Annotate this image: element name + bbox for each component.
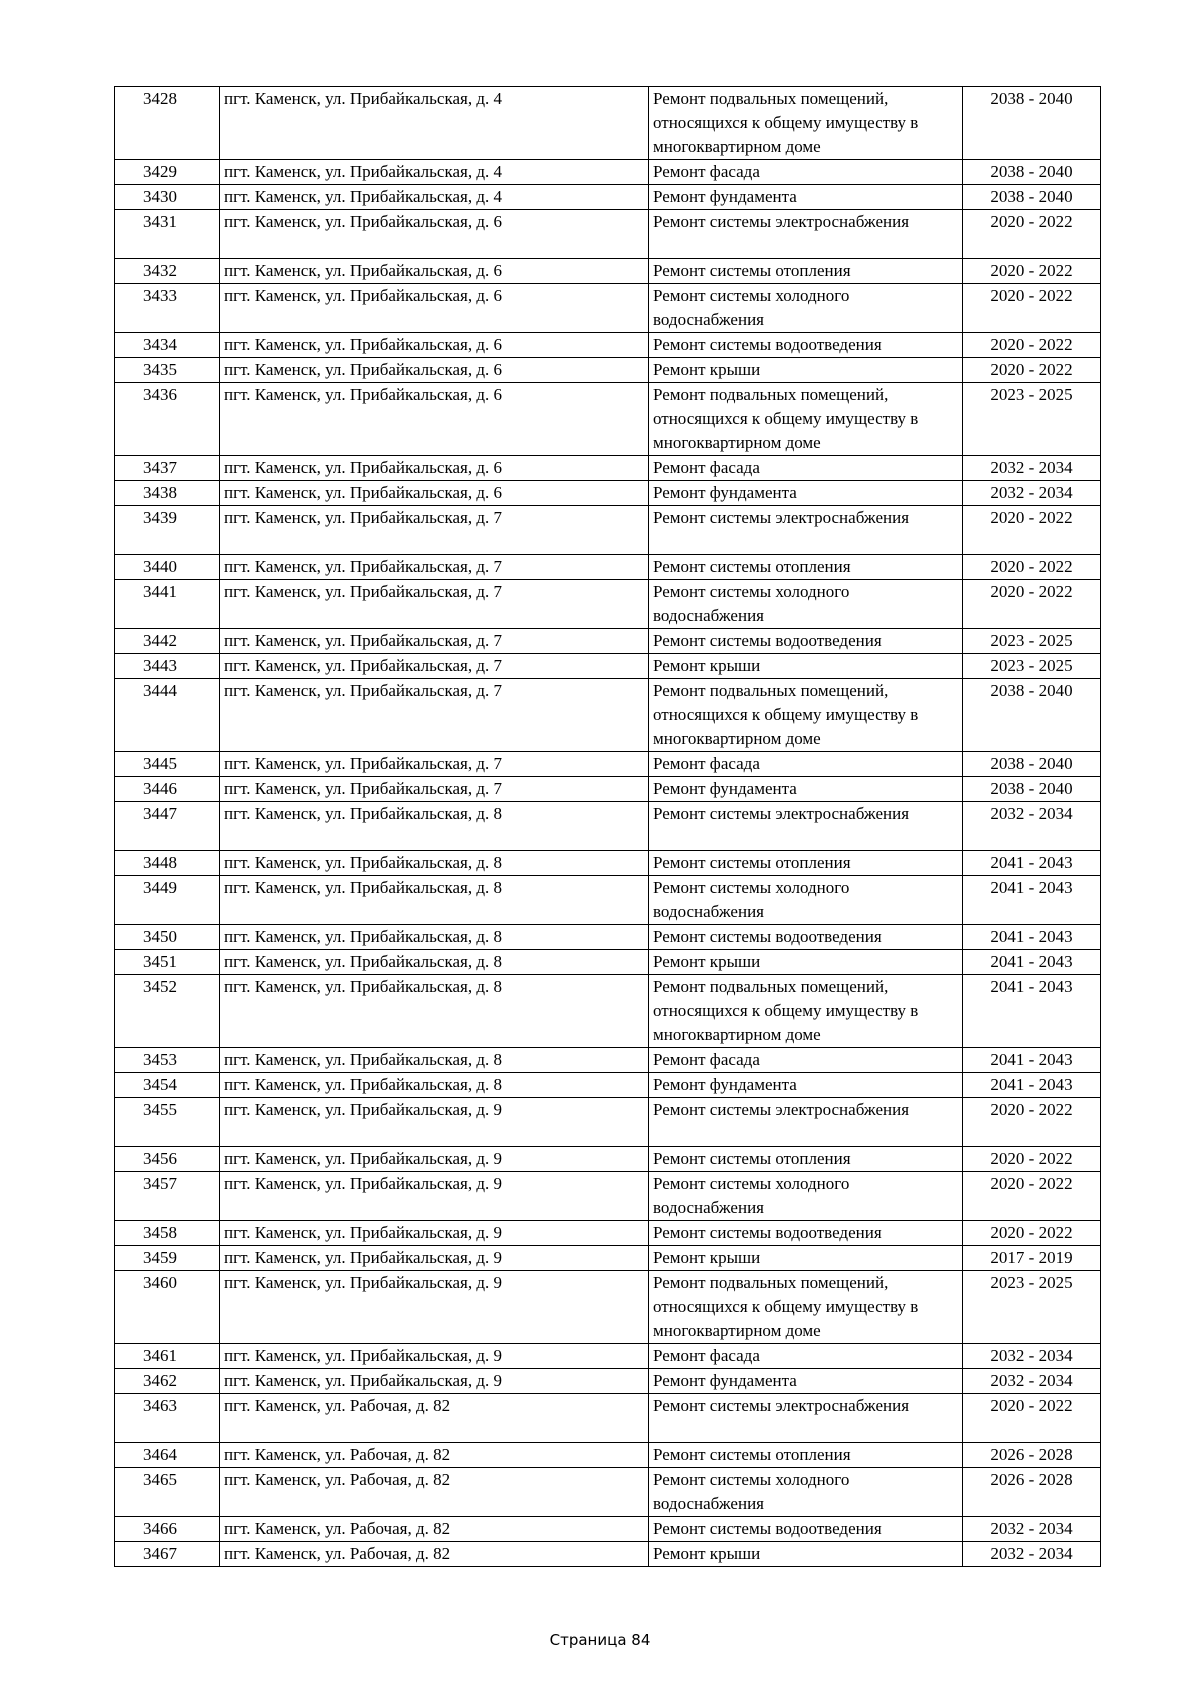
period-cell: 2041 - 2043 <box>963 1048 1101 1073</box>
work-type-cell: Ремонт крыши <box>649 1246 963 1271</box>
work-type-cell: Ремонт системы отопления <box>649 1443 963 1468</box>
table-row <box>115 851 1101 876</box>
address-cell: пгт. Каменск, ул. Прибайкальская, д. 7 <box>220 777 649 802</box>
address-cell: пгт. Каменск, ул. Прибайкальская, д. 9 <box>220 1369 649 1394</box>
table-row <box>115 87 1101 160</box>
table-row <box>115 1394 1101 1443</box>
row-number-cell: 3452 <box>115 975 220 1048</box>
address-cell: пгт. Каменск, ул. Рабочая, д. 82 <box>220 1517 649 1542</box>
work-type-cell: Ремонт фундамента <box>649 185 963 210</box>
period-cell: 2020 - 2022 <box>963 284 1101 333</box>
work-type-cell: Ремонт фасада <box>649 160 963 185</box>
period-cell: 2032 - 2034 <box>963 1517 1101 1542</box>
period-cell: 2026 - 2028 <box>963 1468 1101 1517</box>
address-cell: пгт. Каменск, ул. Прибайкальская, д. 6 <box>220 383 649 456</box>
table-row <box>115 1221 1101 1246</box>
row-number-cell: 3429 <box>115 160 220 185</box>
table-row <box>115 925 1101 950</box>
row-number-cell: 3458 <box>115 1221 220 1246</box>
row-number-cell: 3438 <box>115 481 220 506</box>
address-cell: пгт. Каменск, ул. Прибайкальская, д. 6 <box>220 333 649 358</box>
period-cell: 2032 - 2034 <box>963 1542 1101 1567</box>
table-row <box>115 383 1101 456</box>
work-type-cell: Ремонт крыши <box>649 358 963 383</box>
period-cell: 2032 - 2034 <box>963 481 1101 506</box>
row-number-cell: 3464 <box>115 1443 220 1468</box>
row-number-cell: 3455 <box>115 1098 220 1147</box>
table-row <box>115 506 1101 555</box>
period-cell: 2023 - 2025 <box>963 1271 1101 1344</box>
table-row <box>115 876 1101 925</box>
work-type-cell: Ремонт крыши <box>649 1542 963 1567</box>
period-cell: 2026 - 2028 <box>963 1443 1101 1468</box>
table-row <box>115 456 1101 481</box>
table-row <box>115 1344 1101 1369</box>
period-cell: 2023 - 2025 <box>963 629 1101 654</box>
table-row <box>115 1517 1101 1542</box>
row-number-cell: 3457 <box>115 1172 220 1221</box>
table-row <box>115 1369 1101 1394</box>
period-cell: 2023 - 2025 <box>963 654 1101 679</box>
period-cell: 2038 - 2040 <box>963 160 1101 185</box>
work-type-cell: Ремонт фундамента <box>649 1073 963 1098</box>
work-type-cell: Ремонт фундамента <box>649 481 963 506</box>
work-type-cell: Ремонт подвальных помещений, относящихся к общему имуществу в многоквартирном доме <box>649 383 963 456</box>
address-cell: пгт. Каменск, ул. Рабочая, д. 82 <box>220 1394 649 1443</box>
period-cell: 2038 - 2040 <box>963 185 1101 210</box>
table-row <box>115 1542 1101 1567</box>
table-row <box>115 259 1101 284</box>
period-cell: 2038 - 2040 <box>963 777 1101 802</box>
row-number-cell: 3446 <box>115 777 220 802</box>
row-number-cell: 3448 <box>115 851 220 876</box>
address-cell: пгт. Каменск, ул. Прибайкальская, д. 6 <box>220 456 649 481</box>
address-cell: пгт. Каменск, ул. Прибайкальская, д. 8 <box>220 925 649 950</box>
period-cell: 2041 - 2043 <box>963 975 1101 1048</box>
address-cell: пгт. Каменск, ул. Прибайкальская, д. 4 <box>220 87 649 160</box>
table-row <box>115 752 1101 777</box>
address-cell: пгт. Каменск, ул. Прибайкальская, д. 6 <box>220 259 649 284</box>
work-type-cell: Ремонт подвальных помещений, относящихся к общему имуществу в многоквартирном доме <box>649 1271 963 1344</box>
table-row <box>115 210 1101 259</box>
table-row <box>115 802 1101 851</box>
row-number-cell: 3439 <box>115 506 220 555</box>
period-cell: 2017 - 2019 <box>963 1246 1101 1271</box>
period-cell: 2020 - 2022 <box>963 333 1101 358</box>
row-number-cell: 3463 <box>115 1394 220 1443</box>
period-cell: 2023 - 2025 <box>963 383 1101 456</box>
address-cell: пгт. Каменск, ул. Прибайкальская, д. 8 <box>220 975 649 1048</box>
row-number-cell: 3432 <box>115 259 220 284</box>
work-type-cell: Ремонт системы электроснабжения <box>649 210 963 259</box>
work-type-cell: Ремонт системы отопления <box>649 851 963 876</box>
address-cell: пгт. Каменск, ул. Прибайкальская, д. 6 <box>220 358 649 383</box>
period-cell: 2038 - 2040 <box>963 679 1101 752</box>
table-row <box>115 1147 1101 1172</box>
table-row <box>115 950 1101 975</box>
table-row <box>115 1048 1101 1073</box>
row-number-cell: 3449 <box>115 876 220 925</box>
work-type-cell: Ремонт фасада <box>649 1048 963 1073</box>
work-type-cell: Ремонт системы холодного водоснабжения <box>649 284 963 333</box>
table-row <box>115 1468 1101 1517</box>
work-type-cell: Ремонт крыши <box>649 950 963 975</box>
address-cell: пгт. Каменск, ул. Прибайкальская, д. 9 <box>220 1221 649 1246</box>
address-cell: пгт. Каменск, ул. Рабочая, д. 82 <box>220 1542 649 1567</box>
table-row <box>115 975 1101 1048</box>
work-type-cell: Ремонт системы электроснабжения <box>649 1098 963 1147</box>
row-number-cell: 3456 <box>115 1147 220 1172</box>
work-type-cell: Ремонт системы водоотведения <box>649 333 963 358</box>
row-number-cell: 3445 <box>115 752 220 777</box>
work-type-cell: Ремонт системы электроснабжения <box>649 802 963 851</box>
work-type-cell: Ремонт фундамента <box>649 1369 963 1394</box>
table-row <box>115 481 1101 506</box>
row-number-cell: 3454 <box>115 1073 220 1098</box>
address-cell: пгт. Каменск, ул. Прибайкальская, д. 6 <box>220 210 649 259</box>
table-row <box>115 333 1101 358</box>
row-number-cell: 3435 <box>115 358 220 383</box>
work-type-cell: Ремонт системы холодного водоснабжения <box>649 1468 963 1517</box>
work-type-cell: Ремонт системы холодного водоснабжения <box>649 876 963 925</box>
row-number-cell: 3437 <box>115 456 220 481</box>
address-cell: пгт. Каменск, ул. Прибайкальская, д. 9 <box>220 1271 649 1344</box>
work-type-cell: Ремонт системы холодного водоснабжения <box>649 580 963 629</box>
work-type-cell: Ремонт системы электроснабжения <box>649 1394 963 1443</box>
work-type-cell: Ремонт фасада <box>649 456 963 481</box>
period-cell: 2020 - 2022 <box>963 580 1101 629</box>
table-row <box>115 1246 1101 1271</box>
period-cell: 2020 - 2022 <box>963 555 1101 580</box>
period-cell: 2041 - 2043 <box>963 950 1101 975</box>
table-row <box>115 284 1101 333</box>
address-cell: пгт. Каменск, ул. Прибайкальская, д. 8 <box>220 950 649 975</box>
table-row <box>115 555 1101 580</box>
work-type-cell: Ремонт крыши <box>649 654 963 679</box>
work-type-cell: Ремонт системы водоотведения <box>649 925 963 950</box>
row-number-cell: 3460 <box>115 1271 220 1344</box>
table-body <box>115 87 1101 1567</box>
row-number-cell: 3459 <box>115 1246 220 1271</box>
address-cell: пгт. Каменск, ул. Прибайкальская, д. 8 <box>220 1048 649 1073</box>
table-row <box>115 1073 1101 1098</box>
row-number-cell: 3430 <box>115 185 220 210</box>
period-cell: 2020 - 2022 <box>963 506 1101 555</box>
period-cell: 2032 - 2034 <box>963 1344 1101 1369</box>
table-row <box>115 654 1101 679</box>
row-number-cell: 3441 <box>115 580 220 629</box>
period-cell: 2032 - 2034 <box>963 802 1101 851</box>
row-number-cell: 3465 <box>115 1468 220 1517</box>
address-cell: пгт. Каменск, ул. Прибайкальская, д. 4 <box>220 160 649 185</box>
table-row <box>115 1271 1101 1344</box>
address-cell: пгт. Каменск, ул. Прибайкальская, д. 7 <box>220 629 649 654</box>
table-row <box>115 1443 1101 1468</box>
work-type-cell: Ремонт подвальных помещений, относящихся к общему имуществу в многоквартирном доме <box>649 975 963 1048</box>
address-cell: пгт. Каменск, ул. Прибайкальская, д. 6 <box>220 284 649 333</box>
period-cell: 2041 - 2043 <box>963 876 1101 925</box>
row-number-cell: 3434 <box>115 333 220 358</box>
work-type-cell: Ремонт системы холодного водоснабжения <box>649 1172 963 1221</box>
table-row <box>115 679 1101 752</box>
address-cell: пгт. Каменск, ул. Прибайкальская, д. 9 <box>220 1246 649 1271</box>
work-type-cell: Ремонт системы отопления <box>649 259 963 284</box>
work-type-cell: Ремонт фасада <box>649 752 963 777</box>
row-number-cell: 3440 <box>115 555 220 580</box>
repair-schedule-table <box>114 86 1101 1567</box>
period-cell: 2038 - 2040 <box>963 87 1101 160</box>
row-number-cell: 3462 <box>115 1369 220 1394</box>
row-number-cell: 3466 <box>115 1517 220 1542</box>
work-type-cell: Ремонт подвальных помещений, относящихся к общему имуществу в многоквартирном доме <box>649 87 963 160</box>
table-row <box>115 777 1101 802</box>
table-row <box>115 1172 1101 1221</box>
work-type-cell: Ремонт системы электроснабжения <box>649 506 963 555</box>
row-number-cell: 3461 <box>115 1344 220 1369</box>
address-cell: пгт. Каменск, ул. Прибайкальская, д. 4 <box>220 185 649 210</box>
address-cell: пгт. Каменск, ул. Прибайкальская, д. 7 <box>220 580 649 629</box>
row-number-cell: 3450 <box>115 925 220 950</box>
period-cell: 2041 - 2043 <box>963 851 1101 876</box>
work-type-cell: Ремонт системы отопления <box>649 1147 963 1172</box>
table-row <box>115 629 1101 654</box>
period-cell: 2020 - 2022 <box>963 1172 1101 1221</box>
address-cell: пгт. Каменск, ул. Прибайкальская, д. 7 <box>220 506 649 555</box>
address-cell: пгт. Каменск, ул. Прибайкальская, д. 7 <box>220 752 649 777</box>
row-number-cell: 3453 <box>115 1048 220 1073</box>
address-cell: пгт. Каменск, ул. Прибайкальская, д. 7 <box>220 555 649 580</box>
table-row <box>115 185 1101 210</box>
address-cell: пгт. Каменск, ул. Прибайкальская, д. 8 <box>220 851 649 876</box>
table-row <box>115 358 1101 383</box>
address-cell: пгт. Каменск, ул. Прибайкальская, д. 8 <box>220 802 649 851</box>
period-cell: 2020 - 2022 <box>963 358 1101 383</box>
period-cell: 2041 - 2043 <box>963 1073 1101 1098</box>
address-cell: пгт. Каменск, ул. Прибайкальская, д. 9 <box>220 1344 649 1369</box>
address-cell: пгт. Каменск, ул. Прибайкальская, д. 8 <box>220 1073 649 1098</box>
row-number-cell: 3451 <box>115 950 220 975</box>
period-cell: 2020 - 2022 <box>963 259 1101 284</box>
work-type-cell: Ремонт фундамента <box>649 777 963 802</box>
address-cell: пгт. Каменск, ул. Прибайкальская, д. 9 <box>220 1172 649 1221</box>
row-number-cell: 3431 <box>115 210 220 259</box>
period-cell: 2032 - 2034 <box>963 1369 1101 1394</box>
address-cell: пгт. Каменск, ул. Прибайкальская, д. 9 <box>220 1147 649 1172</box>
table-row <box>115 1098 1101 1147</box>
address-cell: пгт. Каменск, ул. Прибайкальская, д. 6 <box>220 481 649 506</box>
work-type-cell: Ремонт подвальных помещений, относящихся к общему имуществу в многоквартирном доме <box>649 679 963 752</box>
row-number-cell: 3436 <box>115 383 220 456</box>
row-number-cell: 3428 <box>115 87 220 160</box>
address-cell: пгт. Каменск, ул. Рабочая, д. 82 <box>220 1443 649 1468</box>
table-row <box>115 580 1101 629</box>
period-cell: 2020 - 2022 <box>963 1394 1101 1443</box>
row-number-cell: 3433 <box>115 284 220 333</box>
page-number: Страница 84 <box>549 1631 651 1649</box>
address-cell: пгт. Каменск, ул. Прибайкальская, д. 7 <box>220 679 649 752</box>
period-cell: 2020 - 2022 <box>963 1221 1101 1246</box>
work-type-cell: Ремонт системы водоотведения <box>649 629 963 654</box>
row-number-cell: 3443 <box>115 654 220 679</box>
table-row <box>115 160 1101 185</box>
period-cell: 2032 - 2034 <box>963 456 1101 481</box>
row-number-cell: 3442 <box>115 629 220 654</box>
address-cell: пгт. Каменск, ул. Прибайкальская, д. 9 <box>220 1098 649 1147</box>
work-type-cell: Ремонт системы водоотведения <box>649 1517 963 1542</box>
row-number-cell: 3447 <box>115 802 220 851</box>
row-number-cell: 3467 <box>115 1542 220 1567</box>
work-type-cell: Ремонт системы водоотведения <box>649 1221 963 1246</box>
address-cell: пгт. Каменск, ул. Прибайкальская, д. 8 <box>220 876 649 925</box>
period-cell: 2041 - 2043 <box>963 925 1101 950</box>
address-cell: пгт. Каменск, ул. Прибайкальская, д. 7 <box>220 654 649 679</box>
work-type-cell: Ремонт фасада <box>649 1344 963 1369</box>
address-cell: пгт. Каменск, ул. Рабочая, д. 82 <box>220 1468 649 1517</box>
work-type-cell: Ремонт системы отопления <box>649 555 963 580</box>
period-cell: 2038 - 2040 <box>963 752 1101 777</box>
period-cell: 2020 - 2022 <box>963 1147 1101 1172</box>
row-number-cell: 3444 <box>115 679 220 752</box>
period-cell: 2020 - 2022 <box>963 210 1101 259</box>
period-cell: 2020 - 2022 <box>963 1098 1101 1147</box>
